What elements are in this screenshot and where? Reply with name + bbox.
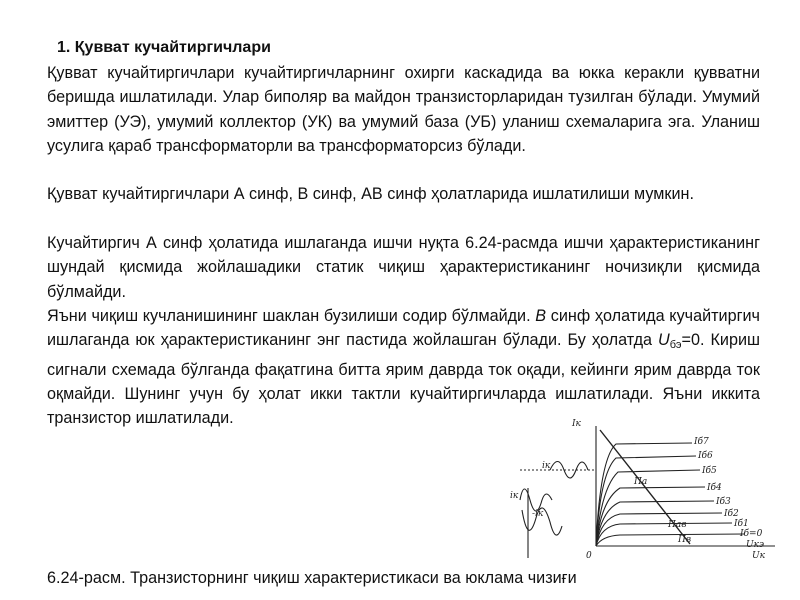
paragraph-classes: Қувват кучайтиргичлари А синф, В синф, АВ синф ҳолатларида ишлатилиши мумкин. bbox=[47, 185, 694, 203]
curve-ib0 bbox=[596, 534, 744, 546]
paragraph-class-b bbox=[47, 304, 760, 430]
text-run: Яъни чиқиш кучланишининг шаклан бузилиши содир бўлмайди. bbox=[47, 307, 536, 325]
figure-svg bbox=[500, 418, 780, 563]
voltage-symbol: U bbox=[658, 331, 670, 350]
pa-label: Па bbox=[634, 477, 648, 487]
paragraph-class-a: Кучайтиргич А синф ҳолатида ишлаганда ишчи нуқта 6.24-расмда ишчи ҳарактеристиканинг шундай қисмида жойлашадики статик чиқиш ҳарактеристиканинг ночизиқли қисмида бўлмайди. bbox=[47, 234, 760, 301]
ib4-label: Iб4 bbox=[707, 483, 722, 493]
pav-label: Пав bbox=[668, 520, 687, 530]
ib3-label: Iб3 bbox=[716, 497, 731, 507]
ik-axis-label: Iк bbox=[572, 419, 581, 429]
ib5-label: Iб5 bbox=[702, 466, 717, 476]
ib-waveform bbox=[520, 489, 552, 511]
ib7-label: Iб7 bbox=[694, 437, 709, 447]
transistor-characteristic-figure bbox=[500, 418, 780, 563]
ib2-label: Iб2 bbox=[724, 509, 739, 519]
section-heading: 1. Қувват кучайтиргичлари bbox=[57, 39, 271, 56]
ib6-label: Iб6 bbox=[698, 451, 713, 461]
text-run: синф ҳолатида кучайтиргич ишлаганда юк ҳарактеристиканинг энг пастида жойлашган бўлади. Бу ҳолатда bbox=[47, 307, 760, 350]
uk-axis-label: Uк bbox=[752, 551, 765, 561]
uke-label: Uкэ bbox=[746, 540, 764, 550]
figure-caption: 6.24-расм. Транзисторнинг чиқиш характеристикаси ва юклама чизиғи bbox=[47, 569, 577, 587]
ib0-label: Iб=0 bbox=[740, 529, 763, 539]
curve-ib2 bbox=[596, 513, 722, 546]
ib1-label: Iб1 bbox=[734, 519, 749, 529]
pb-label: Пв bbox=[678, 535, 692, 545]
ik-wave-label: iк bbox=[542, 461, 551, 471]
ik-wave2-label: iк bbox=[510, 491, 519, 501]
minus-ik-label: -iк bbox=[532, 509, 544, 519]
curve-ib7 bbox=[596, 443, 692, 546]
voltage-subscript: бэ bbox=[669, 339, 682, 352]
paragraph-intro: Қувват кучайтиргичлари кучайтиргичларнинг охирги каскадида ва юкка керакли қувватни беришда ишлатилади. Улар биполяр ва майдон транзисторларидан тузилган бўлади. Умумий эмиттер (УЭ), умумий коллектор (УК) ва умумий база (УБ) уланиш схемаларига эга. Уланиш усулига қараб трансформаторли ва трансформаторсиз бўлади. bbox=[47, 64, 760, 155]
text-run-italic: В bbox=[535, 307, 547, 325]
origin-label: 0 bbox=[586, 551, 592, 561]
text-run: =0. Кириш сигнали схемада бўлганда фақатгина битта ярим даврда ток оқади, кейинги ярим даврда ток оқмайди. Шунинг учун бу ҳолат икки тактли кучайтиргичларда ишлатилади. Яъни иккита транзистор ишлатилади. bbox=[47, 331, 760, 428]
